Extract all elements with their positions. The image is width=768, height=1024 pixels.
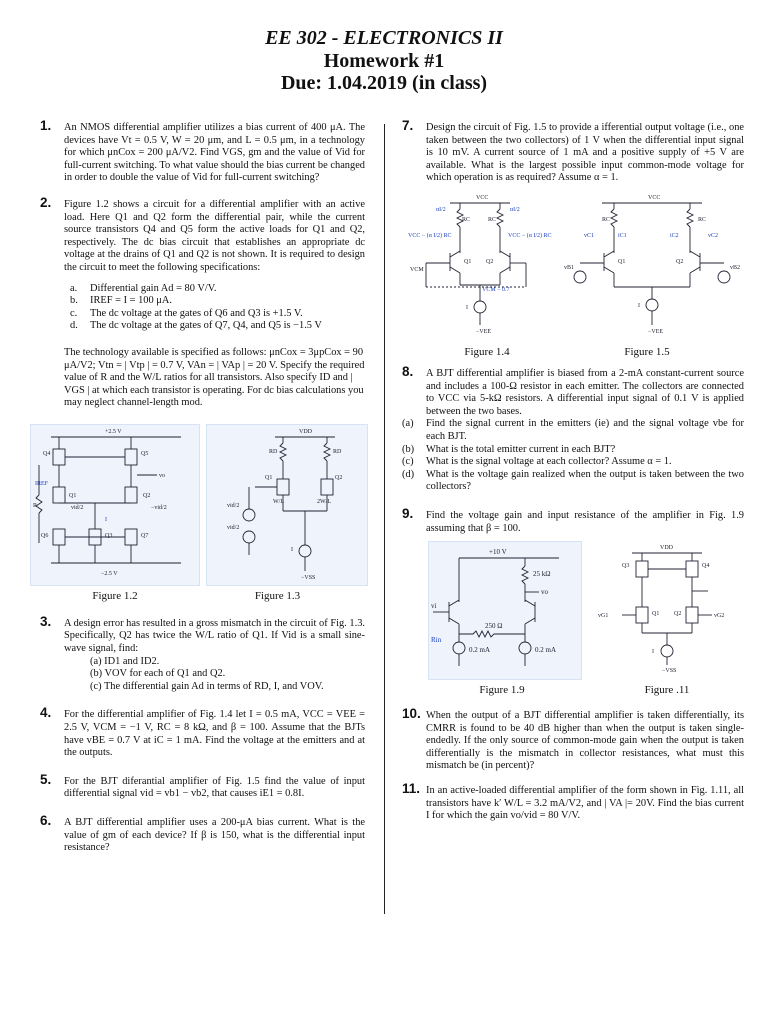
svg-text:VCC − (α I/2) RC: VCC − (α I/2) RC — [408, 232, 452, 239]
svg-text:Q1: Q1 — [265, 474, 273, 481]
svg-text:VCM − 0.7: VCM − 0.7 — [482, 286, 510, 293]
figure-1-9 — [428, 541, 582, 680]
figure-row-2 — [406, 191, 744, 346]
question-text: An NMOS differential amplifier utilizes a bias current of 400 μA. The devices have Vt = 0.5 V, W = 20 μm, and L = 0.5 μm, in a technology for which μnCox = 200 μA/V2. Find VGS, gm and the value of Vid for full-current switching. To what value should the bias current be changed in order to double the value of Vid for full-current switching? — [64, 122, 365, 184]
figure-1-3 — [206, 424, 368, 586]
svg-text:RC: RC — [602, 216, 611, 223]
svg-text:Q1: Q1 — [618, 258, 626, 265]
svg-text:Q1: Q1 — [652, 611, 660, 618]
svg-text:I: I — [652, 649, 654, 656]
svg-text:I: I — [466, 304, 468, 311]
question-number: 4. — [40, 705, 52, 721]
sub-item: (d) What is the voltage gain realized when the output is taken between the two collectors? — [402, 468, 744, 493]
svg-text:Q4: Q4 — [702, 563, 710, 570]
figure-caption: Figure 1.3 — [254, 589, 301, 602]
svg-text:iC2: iC2 — [670, 232, 679, 239]
figure-1-5 — [562, 191, 744, 346]
question-2 — [40, 194, 365, 410]
svg-text:vid/2: vid/2 — [227, 524, 240, 531]
question-text: Figure 1.2 shows a circuit for a differential amplifier with an active load. Here Q1 and Q2 form the differential pair, while the current source transistors Q4 and Q5 form the active loads for Q1 and Q2, respectively. The dc bias circuit that establishes an appropriate dc voltage at the drains of Q1 and Q2 is not shown. It is required to design the circuit to meet the following specifications: — [64, 198, 365, 273]
svg-text:−VSS: −VSS — [301, 574, 316, 581]
figure-1-4 — [406, 191, 556, 346]
svg-text:VCM: VCM — [410, 266, 424, 273]
svg-text:Q4: Q4 — [43, 450, 51, 457]
figure-captions-row-1 — [40, 590, 365, 602]
svg-text:0.2 mA: 0.2 mA — [469, 646, 490, 655]
svg-text:VCC − (α I/2) RC: VCC − (α I/2) RC — [508, 232, 552, 239]
spec-item: d. The dc voltage at the gates of Q7, Q4, and Q5 is −1.5 V — [70, 320, 322, 332]
question-text: Design the circuit of Fig. 1.5 to provide a ifferential output voltage (i.e., one taken between the two collectors) of 1 V when the differential input signal is 10 mV. A current source of 1 mA and a positive supply of +5 V are available. What is the largest possible input common-mode voltage for which operation is as required? Assume α = 1. — [426, 122, 744, 184]
figure-caption: Figure .11 — [644, 684, 690, 697]
svg-text:+10 V: +10 V — [489, 548, 507, 557]
svg-text:vo: vo — [541, 588, 548, 597]
sub-item: (c) What is the signal voltage at each collector? Assume α = 1. — [402, 456, 672, 468]
svg-text:RC: RC — [462, 216, 471, 223]
svg-text:I: I — [105, 516, 107, 523]
question-number: 9. — [402, 505, 414, 521]
svg-text:αI/2: αI/2 — [510, 206, 520, 213]
svg-text:vB2: vB2 — [730, 264, 741, 271]
question-11 — [402, 781, 744, 823]
question-6 — [40, 813, 365, 855]
svg-text:−VSS: −VSS — [662, 668, 677, 675]
svg-text:vB1: vB1 — [564, 264, 575, 271]
right-column — [402, 118, 744, 823]
question-10 — [402, 706, 744, 773]
svg-text:Q3: Q3 — [622, 563, 630, 570]
svg-text:Q2: Q2 — [676, 258, 684, 265]
svg-text:vG1: vG1 — [598, 613, 609, 620]
svg-text:−2.5 V: −2.5 V — [101, 570, 118, 577]
question-number: 1. — [40, 118, 52, 133]
figure-captions-row-3 — [402, 684, 744, 696]
svg-text:vid/2: vid/2 — [227, 502, 240, 509]
question-number: 7. — [402, 118, 414, 133]
question-8 — [402, 363, 744, 494]
spec-item: b. IREF = I = 100 μA. — [70, 295, 172, 307]
svg-text:Q5: Q5 — [141, 450, 149, 457]
svg-text:Q2: Q2 — [674, 611, 682, 618]
svg-text:VDD: VDD — [299, 428, 312, 435]
question-text: Find the voltage gain and input resistance of the amplifier in Fig. 1.9 assuming that β = 100. — [426, 509, 744, 534]
svg-text:Rin: Rin — [431, 636, 442, 645]
question-text: For the BJT diferantial amplifier of Fig. 1.5 find the value of input differential signal vid = vb1 − vb2, that causes iE1 = 0.8I. — [64, 775, 365, 800]
svg-text:Q1: Q1 — [69, 492, 77, 499]
due-date: Due: 1.04.2019 (in class) — [280, 72, 488, 94]
svg-text:VDD: VDD — [660, 545, 673, 552]
svg-text:VCC: VCC — [648, 194, 661, 201]
svg-text:Q2: Q2 — [335, 474, 343, 481]
svg-text:RD: RD — [333, 448, 342, 455]
spec-item: c. The dc voltage at the gates of Q6 and Q3 is +1.5 V. — [70, 307, 303, 319]
question-number: 3. — [40, 613, 52, 629]
figure-caption: Figure 1.5 — [624, 345, 670, 358]
question-number: 2. — [40, 194, 52, 210]
svg-text:W/L: W/L — [273, 498, 284, 505]
svg-text:vC1: vC1 — [584, 232, 595, 239]
svg-text:Q2: Q2 — [143, 492, 151, 499]
figure-captions-row-2 — [402, 346, 744, 358]
question-number: 6. — [40, 813, 52, 828]
question-text: When the output of a BJT differential amplifier is taken differentially, its CMRR is found to be 40 dB higher than when the output is taken single-endedly. If the only source of common-mode gain when the output is taken differentially is the mismatch in collector resistances, what must this mismatch be (in percent)? — [426, 710, 744, 772]
figure-caption: Figure 1.9 — [479, 684, 525, 697]
question-1 — [40, 118, 365, 185]
question-9 — [402, 505, 744, 535]
question-4 — [40, 705, 365, 759]
question-text: For the differential amplifier of Fig. 1.4 let I = 0.5 mA, VCC = VEE = 2.5 V, VCM = −1 V, RC = 8 kΩ, and β = 100. Assume that the BJTs have vBE = 0.7 V at iC = 1 mA. Find the voltage at the emitters and at the outputs. — [64, 709, 365, 759]
figure-caption: Figure 1.2 — [92, 589, 138, 602]
svg-text:Q1: Q1 — [464, 258, 472, 265]
svg-text:αI/2: αI/2 — [436, 206, 446, 213]
svg-text:Q7: Q7 — [141, 532, 149, 539]
course-title: EE 302 - ELECTRONICS II — [265, 27, 503, 49]
question-number: 11. — [402, 781, 421, 797]
figure-1-11 — [592, 541, 742, 680]
question-number: 8. — [402, 363, 414, 379]
question-5 — [40, 771, 365, 801]
figure-1-2 — [30, 424, 200, 586]
figure-caption: Figure 1.4 — [464, 345, 510, 358]
sub-item: (a) Find the signal current in the emitters (ie) and the signal voltage vbe for each BJT. — [402, 418, 744, 442]
question-7 — [402, 118, 744, 185]
svg-text:iC1: iC1 — [618, 232, 627, 239]
svg-text:vC2: vC2 — [708, 232, 719, 239]
svg-text:RC: RC — [488, 216, 497, 223]
svg-text:vG2: vG2 — [714, 613, 725, 620]
question-text: A design error has resulted in a gross mismatch in the circuit of Fig. 1.3. Specifically, Q2 has twice the W/L ratio of Q1. If Vid is a small sine-wave signal, find: — [64, 617, 365, 655]
question-text: In an active-loaded differential amplifier of the form shown in Fig. 1.11, all transistors have k′ W/L = 3.2 mA/V2, and | VA |= 20V. Find the bias current I for which the gain vo/vid = 80 V/V. — [426, 785, 744, 822]
svg-text:vo: vo — [159, 472, 165, 479]
svg-text:250 Ω: 250 Ω — [485, 622, 503, 631]
question-number: 10. — [402, 706, 421, 722]
svg-text:vid/2: vid/2 — [71, 504, 84, 511]
left-column — [33, 118, 365, 855]
svg-text:−vid/2: −vid/2 — [151, 504, 167, 511]
svg-text:0.2 mA: 0.2 mA — [535, 646, 556, 655]
svg-text:Q6: Q6 — [41, 532, 49, 539]
svg-text:vi: vi — [431, 602, 437, 611]
question-3 — [40, 613, 365, 694]
sub-item: (a) ID1 and ID2. — [90, 655, 160, 667]
homework-title: Homework #1 — [323, 50, 445, 72]
question-text-2: The technology available is specified as follows: μnCox = 3μpCox = 90 μA/V2; Vtn = | Vtp | = 0.7 V, VAn = | VAp | = 20 V. Specify the required value of R and the W/L ratios for all transistors. Also specify ID and | VGS | at which each transistor is operating. For dc bias calculations you may neglect channel-length mod. — [64, 346, 365, 409]
column-divider — [384, 124, 385, 914]
svg-text:VCC: VCC — [476, 194, 489, 201]
sub-item: (b) What is the total emitter current in each BJT? — [402, 443, 616, 455]
svg-text:+2.5 V: +2.5 V — [105, 428, 122, 435]
svg-text:2W/L: 2W/L — [317, 498, 331, 505]
spec-item: a. Differential gain Ad = 80 V/V. — [70, 282, 217, 294]
svg-text:−VEE: −VEE — [476, 328, 492, 335]
svg-text:RD: RD — [269, 448, 278, 455]
svg-text:25 kΩ: 25 kΩ — [533, 570, 551, 579]
figure-row-3 — [428, 541, 744, 680]
svg-text:RC: RC — [698, 216, 707, 223]
svg-text:IREF: IREF — [35, 480, 49, 487]
svg-text:Q2: Q2 — [486, 258, 494, 265]
question-number: 5. — [40, 771, 52, 787]
svg-text:I: I — [638, 302, 640, 309]
question-text: A BJT differential amplifier uses a 200-μA bias current. What is the value of gm of each device? If β is 150, what is the differential input resistance? — [64, 817, 365, 854]
sub-item: (b) VOV for each of Q1 and Q2. — [90, 668, 226, 680]
svg-text:Q3: Q3 — [105, 532, 113, 539]
sub-item: (c) The differential gain Ad in terms of RD, I, and VOV. — [90, 680, 324, 692]
svg-text:I: I — [291, 546, 293, 553]
svg-text:R: R — [33, 502, 38, 509]
question-text: A BJT differential amplifier is biased from a 2-mA constant-current source and includes a 100-Ω resistor in each emitter. The collectors are connected to VCC via 5-kΩ resistors. A differential input signal of 0.1 V is applied between the two bases. — [426, 367, 744, 417]
figure-row-1 — [30, 424, 365, 586]
svg-text:−VEE: −VEE — [648, 328, 664, 335]
